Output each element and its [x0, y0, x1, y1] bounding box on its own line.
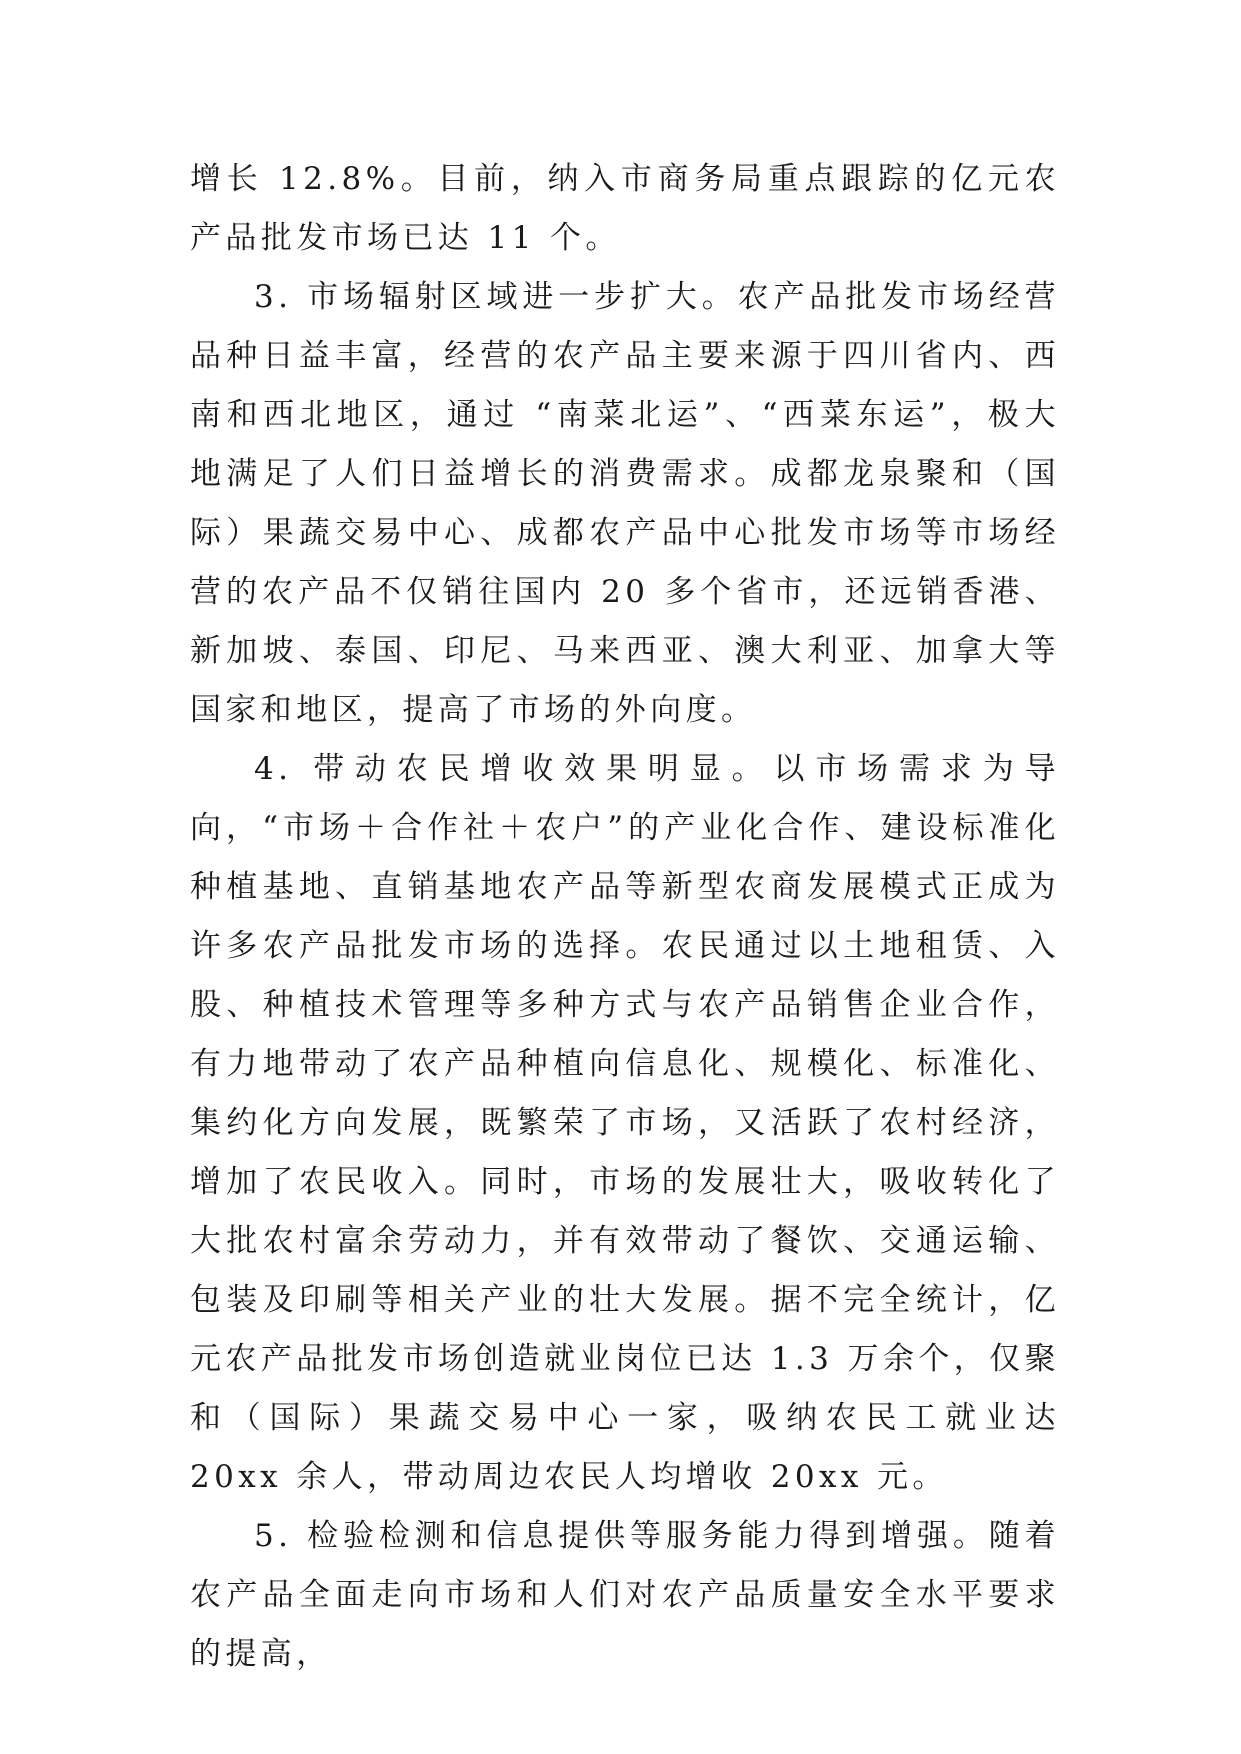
- document-body: [190, 150, 1060, 1684]
- paragraph-continuation: 增长 12.8%。目前，纳入市商务局重点跟踪的亿元农产品批发市场已达 11 个。: [190, 161, 1060, 256]
- paragraph-item-4: 4. 带动农民增收效果明显。以市场需求为导向，“市场＋合作社＋农户”的产业化合作、建设标准化种植基地、直销基地农产品等新型农商发展模式正成为许多农产品批发市场的选择。农民通过以土地租赁、入股、种植技术管理等多种方式与农产品销售企业合作，有力地带动了农产品种植向信息化、规模化、标准化、集约化方向发展，既繁荣了市场，又活跃了农村经济，增加了农民收入。同时，市场的发展壮大，吸收转化了大批农村富余劳动力，并有效带动了餐饮、交通运输、包装及印刷等相关产业的壮大发展。据不完全统计，亿元农产品批发市场创造就业岗位已达 1.3 万余个，仅聚和（国际）果蔬交易中心一家，吸纳农民工就业达 20xx 余人，带动周边农民人均增收 20xx 元。: [190, 751, 1060, 1495]
- paragraph-item-3: 3. 市场辐射区域进一步扩大。农产品批发市场经营品种日益丰富，经营的农产品主要来源于四川省内、西南和西北地区，通过 “南菜北运”、“西菜东运”，极大地满足了人们日益增长的消费需求。成都龙泉聚和（国际）果蔬交易中心、成都农产品中心批发市场等市场经营的农产品不仅销往国内 20 多个省市，还远销香港、新加坡、泰国、印尼、马来西亚、澳大利亚、加拿大等国家和地区，提高了市场的外向度。: [190, 279, 1060, 728]
- paragraph-item-5: 5. 检验检测和信息提供等服务能力得到增强。随着农产品全面走向市场和人们对农产品质量安全水平要求的提高，: [190, 1518, 1060, 1672]
